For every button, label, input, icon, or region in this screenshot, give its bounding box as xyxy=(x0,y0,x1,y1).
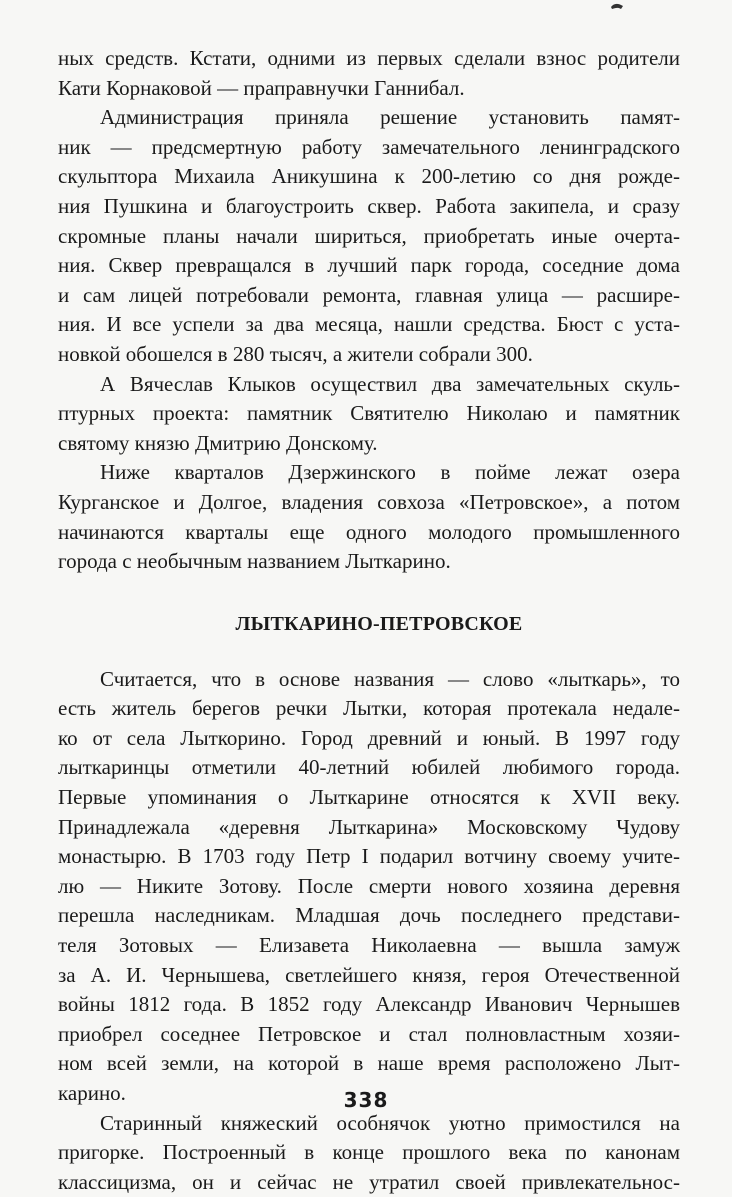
spacer xyxy=(58,577,680,609)
text-line: теля Зотовых — Елизавета Николаевна — вышла замуж xyxy=(58,933,680,958)
text-line: Принадлежала «деревня Лыткарина» Московскому Чудову xyxy=(58,814,680,839)
text-line: ния. Сквер превращался в лучший парк города, соседние дома xyxy=(58,253,680,278)
text-line: ния. И все успели за два месяца, нашли средства. Бюст с уста- xyxy=(58,312,680,337)
text-line: ния Пушкина и благоустроить сквер. Работа закипела, и сразу xyxy=(58,193,680,218)
text-line: Кати Корнаковой — праправнучки Ганнибал. xyxy=(58,75,465,100)
page-number: 338 xyxy=(343,1088,389,1112)
text-line: ном всей земли, на которой в наше время расположено Лыт- xyxy=(58,1051,680,1076)
text-line: птурных проекта: памятник Святителю Николаю и памятник xyxy=(58,401,680,426)
paragraph xyxy=(58,370,680,459)
text-line: классицизма, он и сейчас не утратил своей привлекательнос- xyxy=(58,1169,680,1194)
paragraph xyxy=(58,1109,680,1197)
text-line: карино. xyxy=(58,1081,126,1105)
spacer xyxy=(58,639,680,665)
text-line: А Вячеслав Клыков осуществил два замечательных скуль- xyxy=(100,371,680,396)
corner-ink-mark xyxy=(610,2,624,10)
text-line: есть житель берегов речки Лытки, которая протекала недале- xyxy=(58,696,680,721)
paragraph xyxy=(58,665,680,1109)
text-line: Считается, что в основе названия — слово «лыткарь», то xyxy=(100,666,680,691)
text-line: приобрел соседнее Петровское и стал полновластным хозяи- xyxy=(58,1021,680,1046)
text-line: монастырю. В 1703 году Петр I подарил вотчину своему учите- xyxy=(58,844,680,869)
text-line: за А. И. Чернышева, светлейшего князя, героя Отечественной xyxy=(58,962,680,987)
text-line: новкой обошелся в 280 тысяч, а жители собрали 300. xyxy=(58,341,533,366)
text-line: Старинный княжеский особнячок уютно примостился на xyxy=(100,1110,680,1135)
text-line: начинаются кварталы еще одного молодого промышленного xyxy=(58,519,680,544)
text-line: и сам лицей потребовали ремонта, главная улица — расшире- xyxy=(58,282,680,307)
text-line: лыткаринцы отметили 40-летний юбилей любимого города. xyxy=(58,755,680,780)
text-line: святому князю Дмитрию Донскому. xyxy=(58,430,378,455)
text-line: ник — предсмертную работу замечательного ленинградского xyxy=(58,134,680,159)
text-line: перешла наследникам. Младшая дочь последнего представи- xyxy=(58,903,680,928)
paragraph xyxy=(58,458,680,576)
text-line: Курганское и Долгое, владения совхоза «Петровское», а потом xyxy=(58,489,680,514)
text-line: войны 1812 года. В 1852 году Александр Иванович Чернышев xyxy=(58,992,680,1017)
text-line: скульптора Михаила Аникушина к 200-летию со дня рожде- xyxy=(58,164,680,189)
text-line: ко от села Лыткорино. Город древний и юный. В 1997 году xyxy=(58,725,680,750)
text-line: пригорке. Построенный в конце прошлого века по канонам xyxy=(58,1140,680,1165)
text-line: скромные планы начали шириться, приобретать иные очерта- xyxy=(58,223,680,248)
page-body xyxy=(58,44,680,1197)
text-line: Администрация приняла решение установить памят- xyxy=(100,105,680,130)
paragraph xyxy=(58,44,680,103)
text-line: ных средств. Кстати, одними из первых сделали взнос родители xyxy=(58,46,680,70)
paragraph xyxy=(58,103,680,369)
section-heading: ЛЫТКАРИНО-ПЕТРОВСКОЕ xyxy=(235,612,523,635)
text-line: Ниже кварталов Дзержинского в пойме лежат озера xyxy=(100,460,680,485)
text-line: Первые упоминания о Лыткарине относятся к XVII веку. xyxy=(58,785,680,810)
text-line: лю — Никите Зотову. После смерти нового хозяина деревня xyxy=(58,873,680,898)
text-line: города с необычным названием Лыткарино. xyxy=(58,549,451,574)
